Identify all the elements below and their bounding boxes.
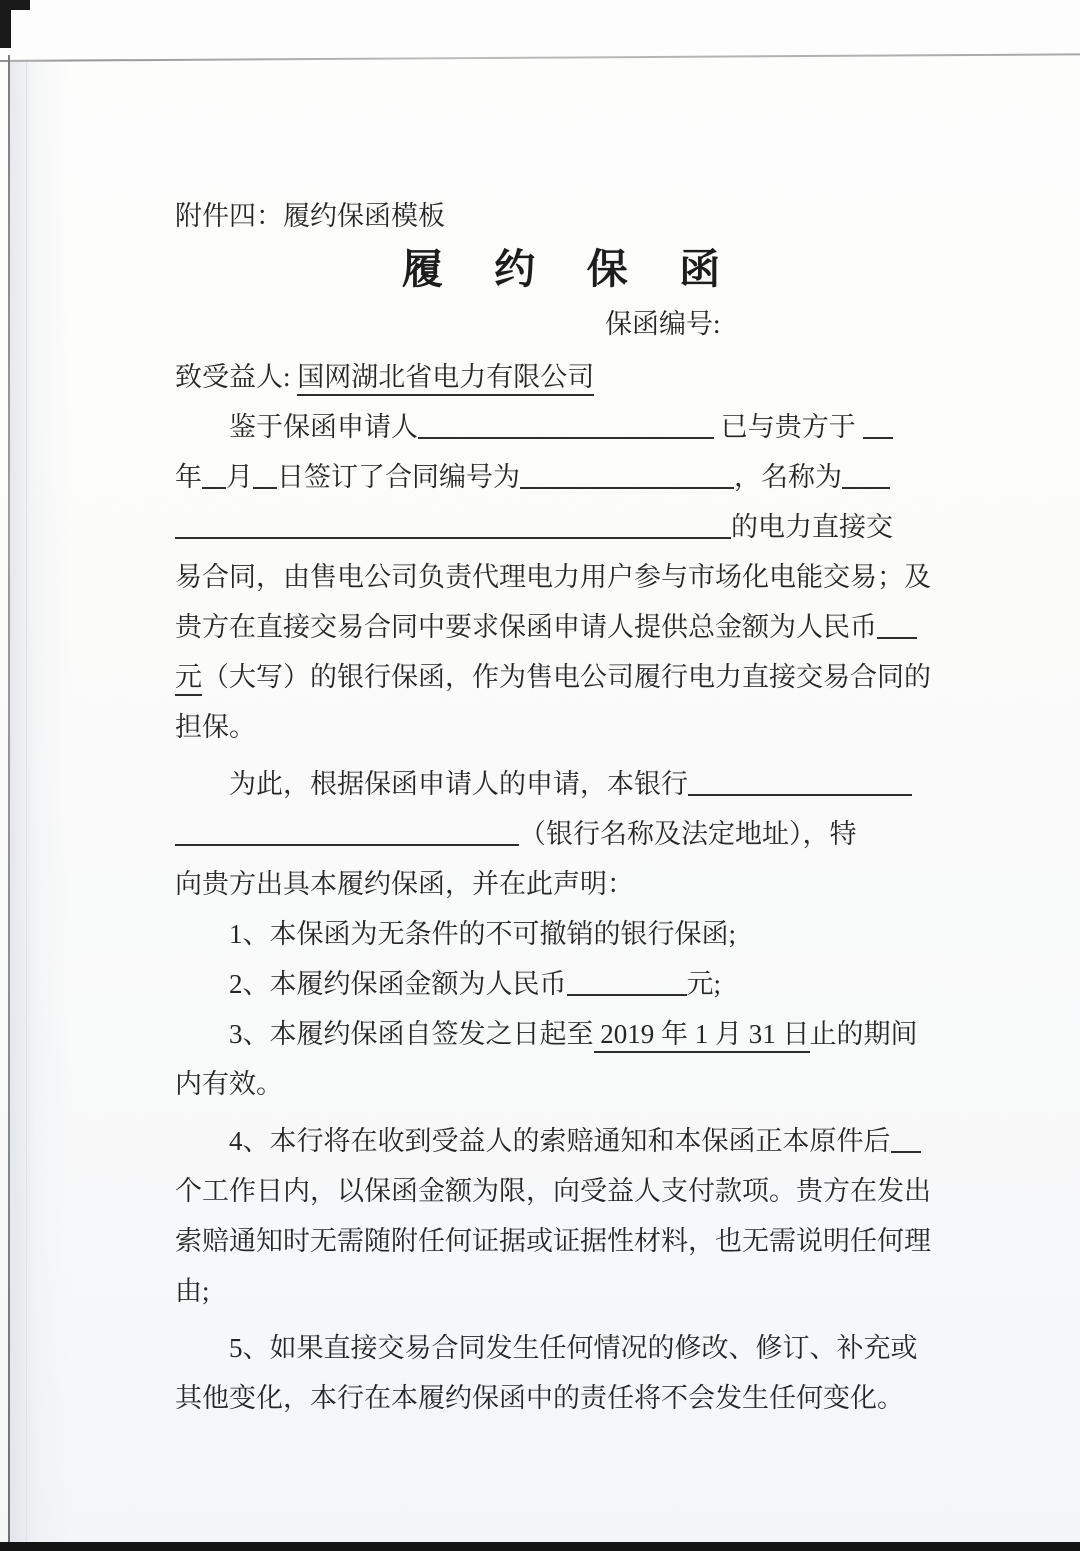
text-run: 贵方在直接交易合同中要求保函申请人提供总金额为人民币 [175, 612, 877, 642]
document-line [175, 1323, 918, 1373]
bond-number-label: 保函编号: [605, 309, 721, 339]
text-run: 个工作日内，以保函金额为限，向受益人支付款项。贵方在发出 [175, 1176, 931, 1206]
blank-field [253, 460, 277, 489]
text-run: 易合同，由售电公司负责代理电力用户参与市场化电能交易；及 [175, 562, 931, 592]
text-run: 1、本保函为无条件的不可撤销的银行保函; [229, 919, 737, 949]
text-run: 由; [175, 1276, 210, 1306]
document-title: 履 约 保 函 [401, 246, 741, 292]
document-line [175, 809, 915, 859]
text-run: 月 [226, 462, 253, 492]
text-run: （银行名称及法定地址），特 [519, 819, 857, 849]
text-run: 止的期间 [809, 1019, 918, 1049]
attachment-note: 附件四：履约保函模板 [175, 201, 445, 231]
document-line [175, 352, 915, 402]
text-run: 担保。 [175, 712, 256, 742]
document-line [175, 652, 931, 702]
blank-field [863, 410, 893, 439]
underlined-text: 国网湖北省电力有限公司 [297, 362, 594, 396]
underlined-text: 元 [175, 662, 202, 696]
text-run: 5、如果直接交易合同发生任何情况的修改、修订、补充或 [229, 1333, 918, 1363]
paper-left-shadow [10, 60, 70, 1542]
text-run: 内有效。 [175, 1069, 283, 1099]
blank-field [567, 967, 687, 996]
document-line [175, 1116, 915, 1166]
document-line [175, 552, 931, 602]
text-run: 致受益人: [175, 362, 298, 392]
text-run: 已与贵方于 [714, 412, 863, 442]
blank-field [877, 610, 917, 639]
text-run: ，名称为 [734, 462, 842, 492]
blank-field [418, 410, 714, 439]
document-line [175, 909, 915, 959]
blank-field [688, 767, 912, 796]
text-run: 元; [686, 969, 722, 999]
text-run: （大写）的银行保函，作为售电公司履行电力直接交易合同的 [202, 662, 931, 692]
document-line [175, 702, 915, 752]
scan-artifact-corner [0, 0, 30, 10]
blank-field [520, 460, 734, 489]
document-line [175, 1059, 915, 1109]
document-body [175, 352, 931, 1423]
blank-field [175, 510, 731, 539]
paper-left-edge [8, 55, 10, 1543]
blank-field [842, 460, 890, 489]
document-line [175, 1216, 931, 1266]
document-line [175, 1266, 915, 1316]
text-run: 为此，根据保函申请人的申请，本银行 [229, 769, 688, 799]
blank-field [891, 1124, 921, 1153]
document-line [175, 502, 915, 552]
document-line [175, 602, 915, 652]
text-run: 的电力直接交 [731, 512, 893, 542]
text-run: 3、本履约保函自签发之日起至 [229, 1019, 594, 1049]
document-line [175, 959, 915, 1009]
document-line [175, 452, 915, 502]
text-run: 4、本行将在收到受益人的索赔通知和本保函正本原件后 [229, 1126, 891, 1156]
text-run: 日签订了合同编号为 [277, 462, 520, 492]
text-run: 鉴于保函申请人 [229, 412, 418, 442]
document-line [175, 859, 915, 909]
text-run: 年 [175, 462, 202, 492]
document [175, 0, 931, 1551]
text-run: 索赔通知时无需随附任何证据或证据性材料，也无需说明任何理 [175, 1226, 931, 1256]
document-line [175, 1009, 918, 1059]
text-run: 向贵方出具本履约保函，并在此声明： [175, 869, 634, 899]
underlined-text: 2019 年 1 月 31 日 [594, 1019, 810, 1053]
document-line [175, 759, 915, 809]
text-run: 2、本履约保函金额为人民币 [229, 969, 567, 999]
document-line [175, 1166, 931, 1216]
paper-left-crease [26, 62, 27, 1542]
text-run: 其他变化，本行在本履约保函中的责任将不会发生任何变化。 [175, 1383, 904, 1413]
blank-field [202, 460, 226, 489]
document-line [175, 402, 915, 452]
document-line [175, 1373, 915, 1423]
blank-field [175, 817, 519, 846]
